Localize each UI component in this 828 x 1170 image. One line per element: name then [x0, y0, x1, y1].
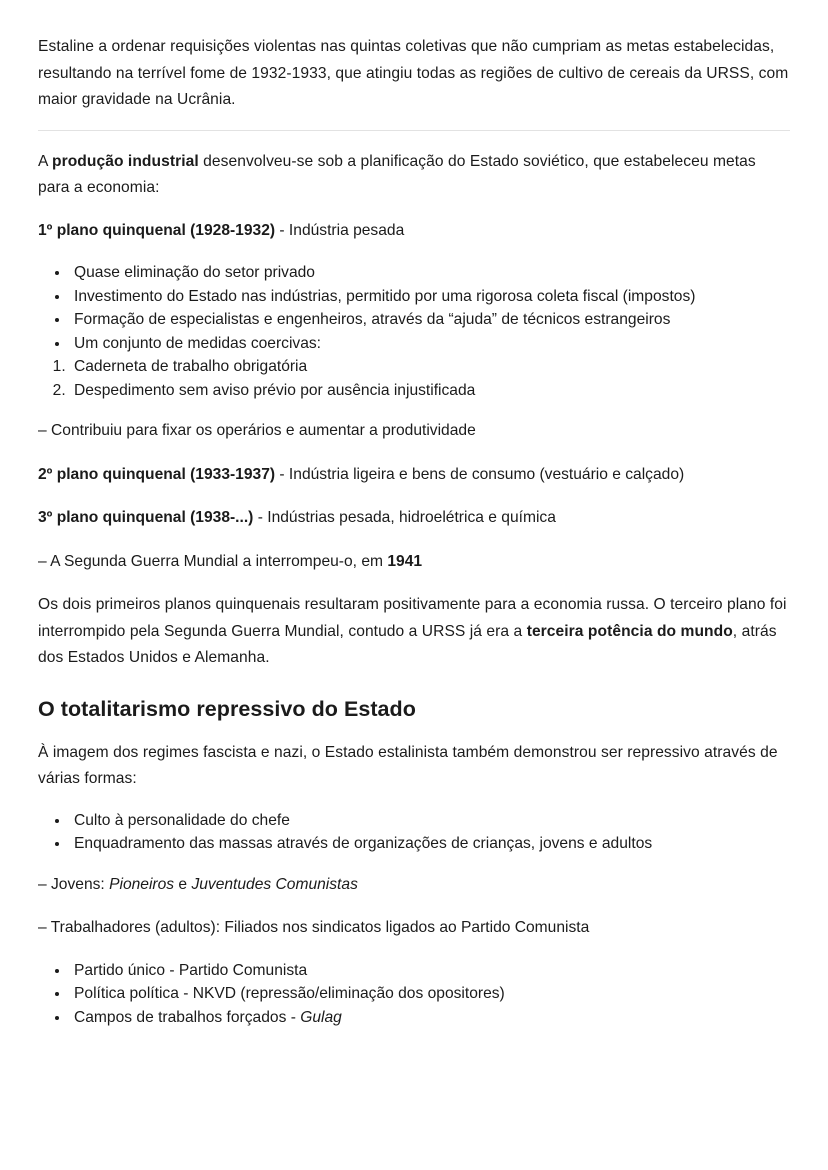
plan-three-note	[38, 549, 790, 576]
youth-organizations-note	[38, 872, 790, 899]
list-item	[70, 1006, 790, 1030]
list-item: • Culto à personalidade do chefe	[70, 809, 790, 833]
industrial-intro-bold-term: produção industrial	[52, 152, 199, 170]
list-item: • Um conjunto de medidas coercivas:	[70, 332, 790, 356]
plan-two-title: 2º plano quinquenal (1933-1937)	[38, 465, 276, 483]
section-heading-totalitarianism: O totalitarismo repressivo do Estado	[38, 696, 416, 721]
list-item: • Formação de especialistas e engenheiros, através da “ajuda” de técnicos estrangeiros	[70, 308, 790, 332]
youth-note-lead: – Jovens:	[38, 875, 110, 893]
plan-two-heading	[38, 462, 790, 489]
industrial-production-paragraph	[38, 149, 790, 202]
plan-one-numbered-list	[38, 355, 790, 402]
youth-note-italic-juventudes: Juventudes Comunistas	[191, 875, 358, 893]
plan-three-description: - Indústrias pesada, hidroelétrica e química	[253, 509, 556, 526]
list-item: • Quase eliminação do setor privado	[70, 261, 790, 285]
list-item: 2. Despedimento sem aviso prévio por ausência injustificada	[70, 379, 790, 403]
plan-one-bullet-list	[38, 261, 790, 355]
list-item: • Enquadramento das massas através de organizações de crianças, jovens e adultos	[70, 832, 790, 856]
plan-two-description: - Indústria ligeira e bens de consumo (vestuário e calçado)	[275, 465, 685, 483]
state-control-block	[38, 959, 790, 1030]
plan-one-description: - Indústria pesada	[275, 221, 405, 239]
list-item: • Política política - NKVD (repressão/eliminação dos opositores)	[70, 982, 790, 1006]
list-item: • Partido único - Partido Comunista	[70, 959, 790, 983]
repression-intro-paragraph: À imagem dos regimes fascista e nazi, o Estado estalinista também demonstrou ser repressivo através de várias formas:	[38, 743, 778, 787]
plan-one-note: – Contribuiu para fixar os operários e aumentar a produtividade	[38, 422, 476, 439]
gulag-bullet-lead: Campos de trabalhos forçados -	[74, 1008, 301, 1026]
plan-three-heading	[38, 505, 790, 532]
list-item: 1. Caderneta de trabalho obrigatória	[70, 355, 790, 379]
state-control-bullet-list	[38, 959, 790, 1030]
plan-one-title: 1º plano quinquenal (1928-1932)	[38, 221, 276, 239]
plan-one-measures-block	[38, 261, 790, 402]
workers-organizations-note: – Trabalhadores (adultos): Filiados nos sindicatos ligados ao Partido Comunista	[38, 919, 590, 936]
repression-forms-block	[38, 809, 790, 856]
plan-three-note-year: 1941	[387, 552, 423, 570]
plan-one-heading	[38, 218, 790, 245]
industrial-intro-rest: desenvolveu-se sob a planificação do Estado soviético, que estabeleceu metas para a economia:	[38, 152, 756, 196]
youth-note-middle: e	[174, 875, 192, 893]
list-item: • Investimento do Estado nas indústrias, permitido por uma rigorosa coleta fiscal (impostos)	[70, 285, 790, 309]
youth-note-italic-pioneiros: Pioneiros	[109, 875, 175, 893]
gulag-italic-term: Gulag	[300, 1008, 342, 1026]
repression-bullet-list	[38, 809, 790, 856]
summary-bold-term: terceira potência do mundo	[526, 622, 733, 640]
summary-lead: Os dois primeiros planos quinquenais resultaram positivamente para a economia russa. O terceiro plano foi interrompido pela Segunda Guerra Mundial, contudo a URSS já era a	[38, 596, 787, 640]
summary-rest: , atrás dos Estados Unidos e Alemanha.	[38, 622, 777, 666]
intro-paragraph: Estaline a ordenar requisições violentas nas quintas coletivas que não cumpriam as metas estabelecidas, resultando na terrível fome de 1932-1933, que atingiu todas as regiões de cultivo de cereais da URSS, com maior gravidade na Ucrânia.	[38, 38, 789, 108]
summary-paragraph	[38, 592, 790, 672]
section-divider	[38, 130, 790, 131]
industrial-intro-lead: A	[38, 152, 52, 170]
plan-three-title: 3º plano quinquenal (1938-...)	[38, 509, 254, 526]
plan-three-note-lead: – A Segunda Guerra Mundial a interrompeu-o, em	[38, 552, 388, 570]
